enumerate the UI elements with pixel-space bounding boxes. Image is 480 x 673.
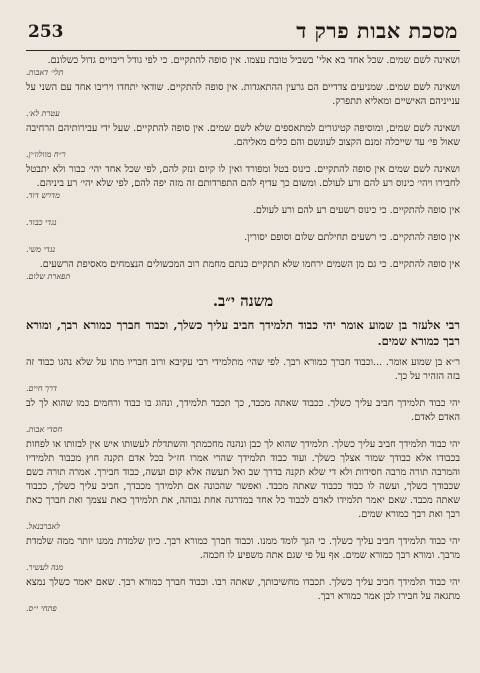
page-number: 253 [28,22,64,42]
commentary-source: נגדי כבוד. [26,218,57,227]
commentary-text: יהי כבוד תלמידך חביב עליך כשלך. כי הנך לומד ממנו. וכבוד חברך כמורא רבך. כיון שלמדת ממנו יותר ממה שלמדת מרבך. ומורא רבך כמורא שמים. אף על פי שגם אתה משפיע לו חכמה. [26,536,460,561]
commentary-text: יהי כבוד תלמידך חביב עליך כשלך. ככבוד שאתה מכבד, כך תכבד תלמידך, ונהוג בו כבוד ורחמים כמו שהוא לך לב האדם לאדם. [26,398,460,423]
commentary-text: יהי כבוד תלמידך חביב עליך כשלך. תלמידך שהוא לך כבן ונהנה מחכמתך והשתדלת לעשותו איש אין לבזותו או לפחות בכבודו אלא כבודך שמור אצלך כשלך. ועוד כבוד תלמידך שהרי אמרו חז״ל בכל אדם תקנה חוץ מכבוד תלמידיו והמרבה תורה מרבה חסידות ולא די שלא תקנה בדרך שב ואל תעשה אלא קום ועשה, כבוד חבירך. אמרה תורה כשם שכבודך כשלך, ועשה לו כבוד ככבוד שאתה מכבד. ואפשר שהכונה אם תלמידך מכבדך, חביב עליך כשלך, ככבוד שאתה מכבד. שאם יאמר תלמידו לאדם לכבוד כל אחד במדרגה אחת גבוהה, את תלמידך כאת עצמך ואת חברך כאת רבך ואת רבך כמורא שמים. [26,439,460,520]
commentary-text: יהי כבוד תלמידך חביב עליך כשלך. תכבדו מחשיבותך, שאתה רבו. וכבוד חברך כמורא רבך. שאם יאמר כשלך נמצא מתגאה על חבירו לכן אמר כמורא רבך. [26,577,460,602]
commentary-text: אין סופה להתקיים. כי רשעים תחילתם שלום וסופם יסורין. [244,232,460,243]
commentary-text: אין סופה להתקיים. כי כינוס רשעים רע להם ורע לעולם. [252,205,460,216]
commentary-paragraph [26,255,460,282]
commentary-source: ר״ח מוולוז׳ין. [26,150,66,159]
commentary-text: ושאינה לשם שמים, ומוסיפה קטיגורים למתאספים שלא לשם שמים. אין סופה להתקיים. שעל ידי עבירותיהם הרחיבה שאול פי׳ עד שייכלה זמנם הקצוב לעונשם והם כלים מאליהם. [26,123,460,148]
commentary-bottom-section [26,353,460,614]
commentary-source: פתחי י״ס. [26,604,57,613]
commentary-paragraph [26,201,460,228]
commentary-body [26,51,460,614]
running-title: מסכת אבות פרק ד [296,18,458,43]
commentary-source: חסדי אבות. [26,425,63,434]
commentary-paragraph [26,228,460,255]
commentary-source: עטרת לא׳. [26,109,60,118]
commentary-text: אין סופה להתקיים. כי גם מן השמים ירחמו שלא תתקיים כנתם מחמת רוב המכשולים הנצמחים מאסיפת הרשעים. [39,259,460,270]
commentary-source: נגדי משי. [26,245,56,254]
commentary-paragraph [26,51,460,78]
commentary-source: מנה לעשיר. [26,563,64,572]
commentary-source: דרך חיים. [26,384,57,393]
commentary-paragraph [26,435,460,532]
commentary-text: ושאינה לשם שמים. שמניעים צדדיים הם גרעין ההתאגדות. אין סופה להתקיים. שודאי יתחדו ויריבו אחד עם השני על ענייניהם האישיים ומאליא תתפרק. [26,82,460,107]
commentary-text: ושאינה לשם שמים אין סופה להתקיים. כינוס בטל ומפורד ואין לו קיום ונזק להם, לפי שכל אחד יהי׳ כבור ולא יתבטל לחבירו ויהי׳ כינוס רע להם ורע לעולם. ומשום כך עדיף להם התפרדותם זה מזה יפה להם, לפי שלא יהי׳ רע ביניהם. [26,164,460,189]
commentary-source: מדרש דוד. [26,191,60,200]
commentary-text: ר״א בן שמוע אומר. ...וכבוד חברך כמורא רבך. לפי שהי׳ מתלמידי רבי עקיבא ורוב חבריו מתו על שלא נהגו כבוד זה בזה הזהיר על כך. [26,357,460,382]
commentary-source: תפארת שלום. [26,272,71,281]
commentary-source: תלי׳ דאבות. [26,68,64,77]
commentary-source: לאברבנאל. [26,522,60,531]
commentary-paragraph [26,573,460,614]
commentary-top-section [26,51,460,282]
commentary-paragraph [26,160,460,201]
commentary-paragraph [26,532,460,573]
mishnah-heading: משנה י״ב. [212,292,274,310]
commentary-paragraph [26,119,460,160]
page-header [26,16,460,51]
commentary-paragraph [26,353,460,394]
commentary-paragraph [26,394,460,435]
commentary-paragraph [26,78,460,119]
mishnah-text: רבי אלעזר בן שמוע אומר יהי כבוד תלמידך חביב עליך כשלך, וכבוד חברך כמורא רבך, ומורא רבך כמורא שמים. [26,318,460,348]
commentary-text: ושאינה לשם שמים. שכל אחד בא אלי' בשביל טובת עצמו. אין סופה להתקיים. כי לפי גודל ריבויים גדול כשלונם. [47,55,460,66]
